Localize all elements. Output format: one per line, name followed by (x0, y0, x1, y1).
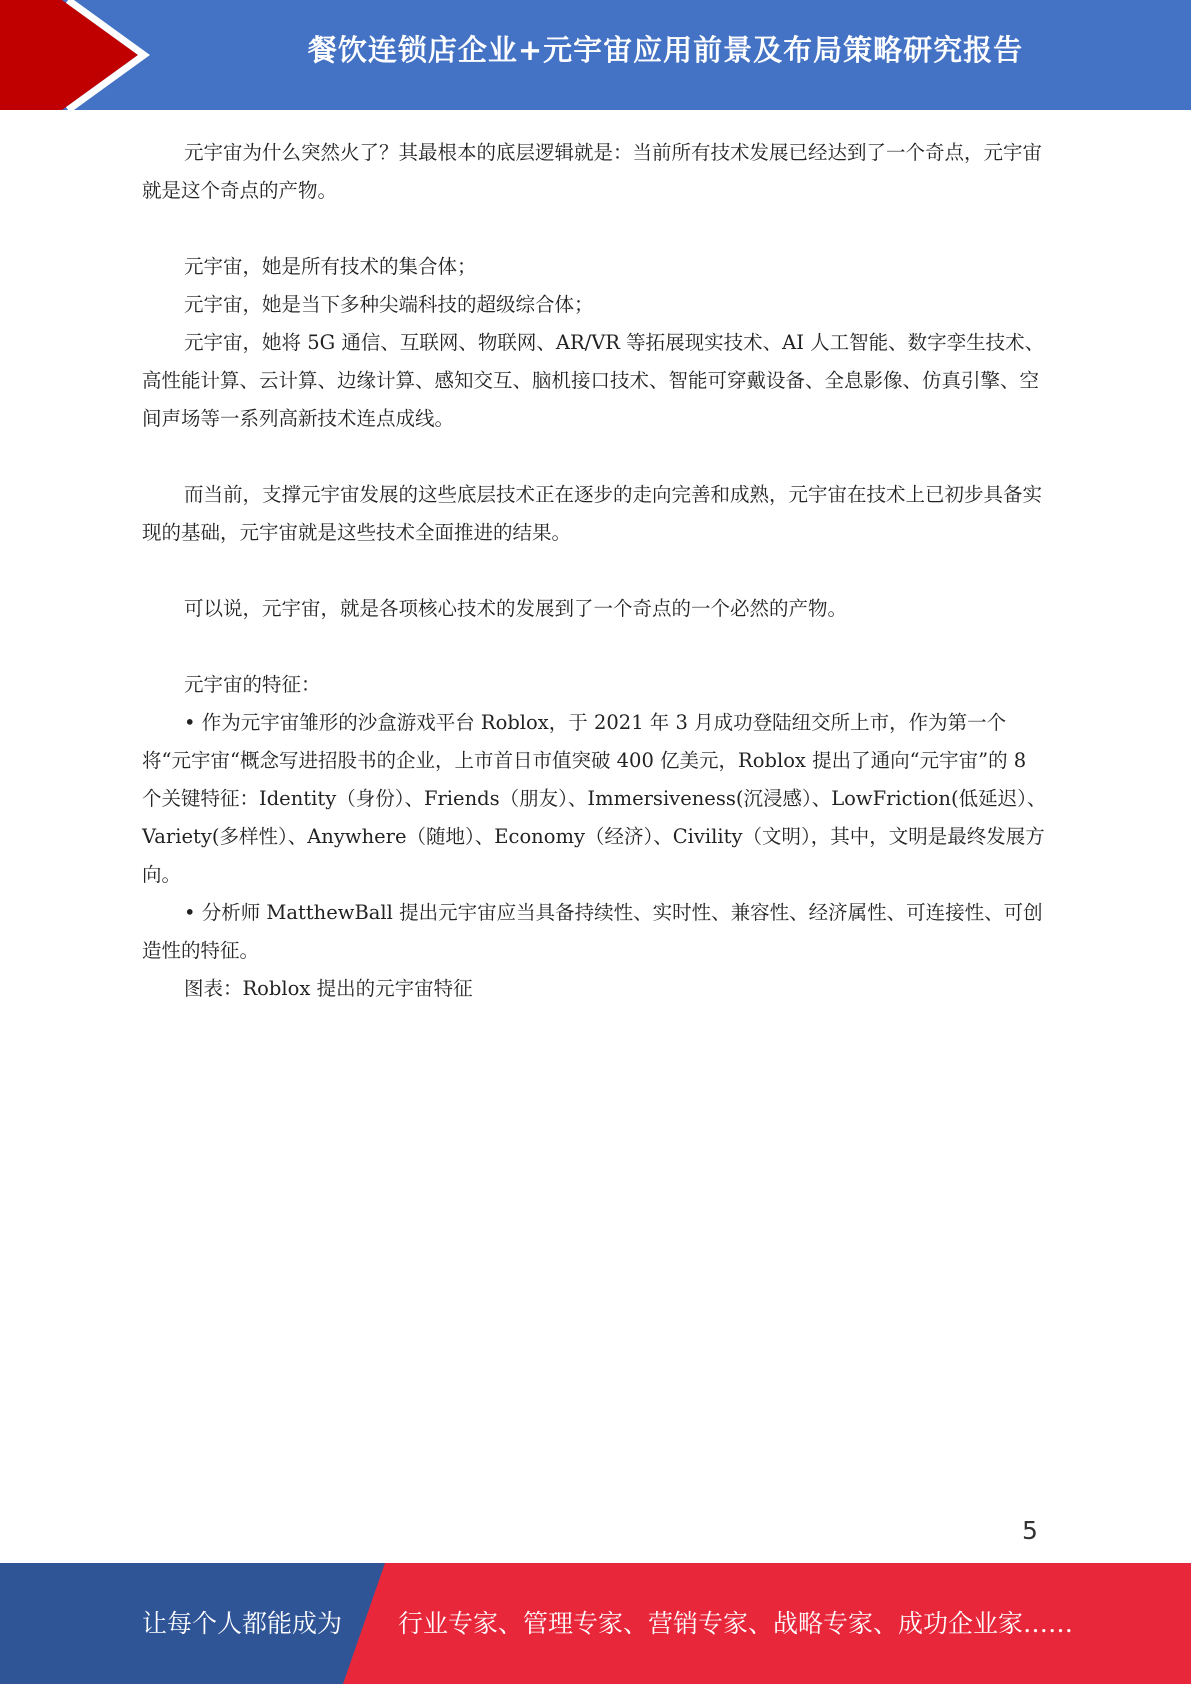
paragraph-current: 而当前，支撑元宇宙发展的这些底层技术正在逐步的走向完善和成熟，元宇宙在技术上已初步具备实现的基础，元宇宙就是这些技术全面推进的结果。 (142, 483, 1043, 544)
report-footer (0, 1563, 1191, 1684)
paragraph-matthewball: • 分析师 MatthewBall 提出元宇宙应当具备持续性、实时性、兼容性、经济属性、可连接性、可创造性的特征。 (142, 901, 1043, 962)
paragraph-why-popular: 元宇宙为什么突然火了？其最根本的底层逻辑就是：当前所有技术发展已经达到了一个奇点，元宇宙就是这个奇点的产物。 (142, 141, 1043, 202)
report-header (0, 0, 1191, 110)
paragraph-complex: 元宇宙，她是当下多种尖端科技的超级综合体； (184, 293, 594, 316)
paragraph-spacer (142, 628, 1047, 666)
page-number: 5 (1022, 1516, 1038, 1545)
figure-caption: 图表：Roblox 提出的元宇宙特征 (184, 977, 473, 1000)
paragraph-spacer (142, 210, 1047, 248)
report-body (142, 134, 1047, 1008)
paragraph-collection: 元宇宙，她是所有技术的集合体； (184, 255, 477, 278)
paragraph-spacer (142, 438, 1047, 476)
paragraph-conclusion: 可以说，元宇宙，就是各项核心技术的发展到了一个奇点的一个必然的产物。 (184, 597, 848, 620)
header-arrow-icon (0, 0, 160, 110)
report-title: 餐饮连锁店企业+元宇宙应用前景及布局策略研究报告 (307, 33, 1024, 67)
paragraph-features-heading: 元宇宙的特征： (184, 673, 321, 696)
paragraph-technologies: 元宇宙，她将 5G 通信、互联网、物联网、AR/VR 等拓展现实技术、AI 人工智能、数字孪生技术、高性能计算、云计算、边缘计算、感知交互、脑机接口技术、智能可穿戴设备、全息影像、仿真引擎、空间声场等一系列高新技术连点成线。 (142, 331, 1045, 430)
footer-slogan-left: 让每个人都能成为 (142, 1609, 343, 1638)
paragraph-roblox-features: • 作为元宇宙雏形的沙盒游戏平台 Roblox，于 2021 年 3 月成功登陆纽交所上市，作为第一个将“元宇宙“概念写进招股书的企业，上市首日市值突破 400 亿美元，Roblox 提出了通向“元宇宙”的 8 个关键特征：Identity（身份）、Friends（朋友）、Immersiveness(沉浸感）、LowFriction(低延迟）、Variety(多样性）、Anywhere（随地）、Economy（经济）、Civility（文明），其中，文明是最终发展方向。 (142, 711, 1047, 886)
paragraph-spacer (142, 552, 1047, 590)
footer-slogan-right: 行业专家、管理专家、营销专家、战略专家、成功企业家…… (398, 1609, 1074, 1638)
